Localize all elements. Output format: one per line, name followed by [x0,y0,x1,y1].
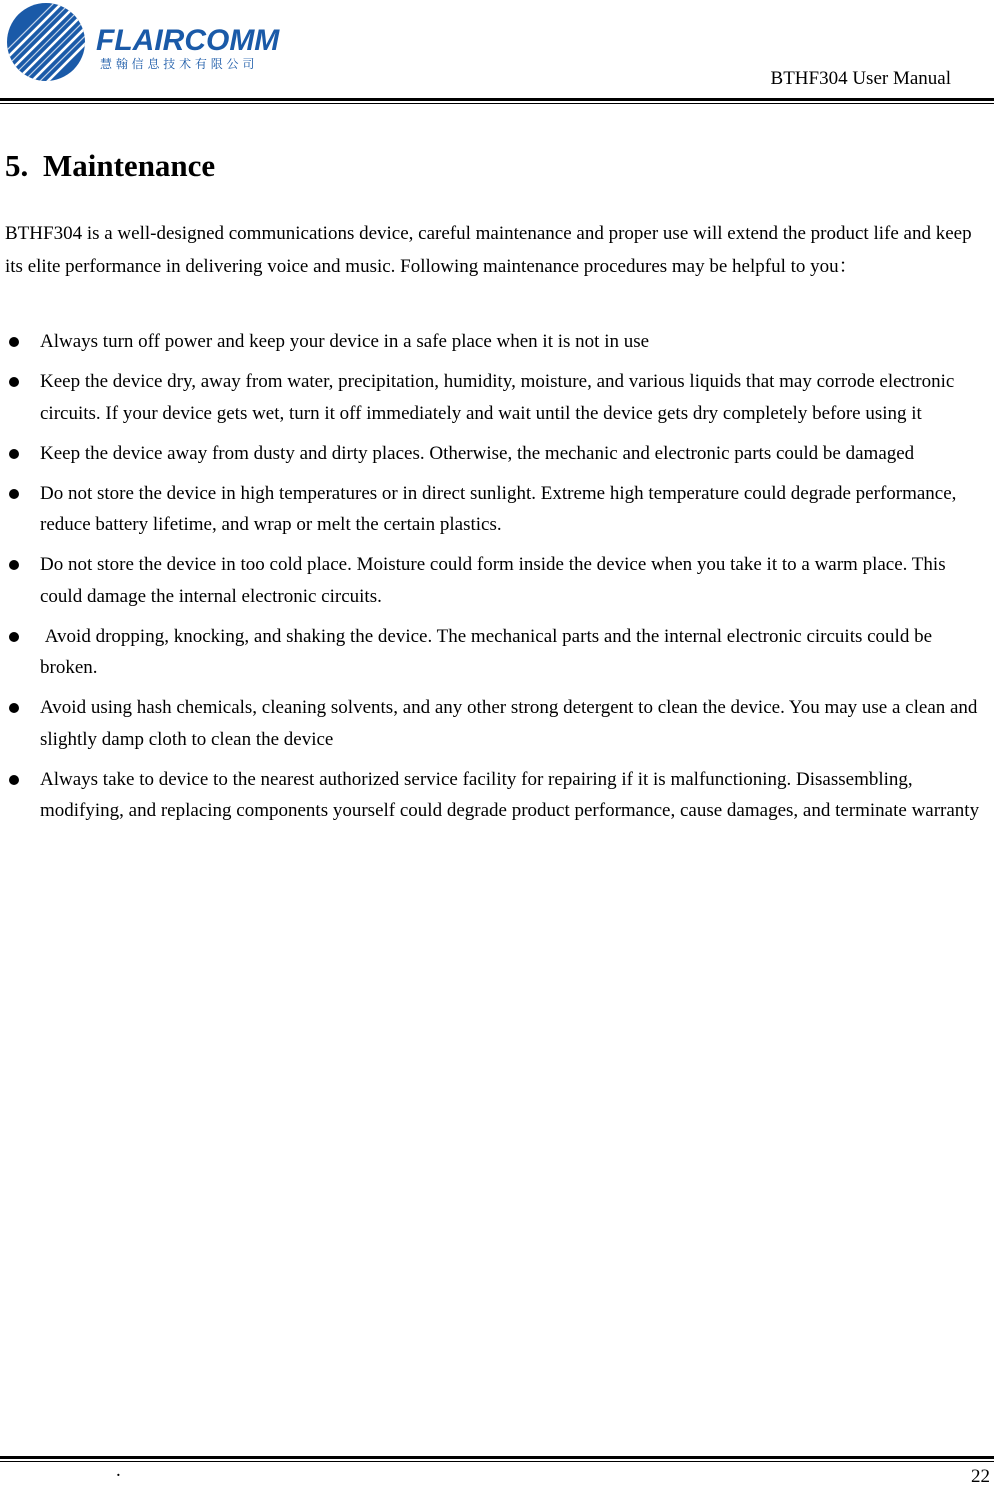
header-rule-thick [0,98,994,101]
list-item-text: Avoid using hash chemicals, cleaning solvents, and any other strong detergent to clean the device. You may use a clean and slightly damp cloth to clean the device [40,697,978,750]
list-item-text: Keep the device dry, away from water, precipitation, humidity, moisture, and various liquids that may corrode electronic circuits. If your device gets wet, turn it off immediately and wait until the device gets dry completely before using it [40,371,955,424]
document-title: BTHF304 User Manual [770,68,951,89]
list-item [0,478,994,541]
logo-subtitle: 慧 翰 信 息 技 术 有 限 公 司 [100,57,255,71]
list-item [0,366,994,429]
list-item-text: Keep the device away from dusty and dirty places. Otherwise, the mechanic and electronic parts could be damaged [40,442,915,464]
footer-mark: . [116,1460,121,1481]
list-item [0,326,994,358]
header-rule-thin [0,103,994,104]
footer-rule-thick [0,1456,994,1459]
page-number: 22 [971,1466,990,1487]
bullet-icon [9,560,19,570]
bullet-icon [9,449,19,459]
flaircomm-logo [6,2,306,82]
bullet-icon [9,775,19,785]
list-item-text: Do not store the device in too cold place. Moisture could form inside the device when you take it to a warm place. This could damage the internal electronic circuits. [40,554,946,607]
list-item [0,692,994,755]
bullet-icon [9,377,19,387]
list-item [0,438,994,470]
section-title: Maintenance [43,148,216,183]
bullet-icon [9,703,19,713]
section-heading [5,148,215,184]
page-header [0,0,994,104]
list-item-text: Always take to device to the nearest authorized service facility for repairing if it is malfunctioning. Disassembling, modifying, and replacing components yourself could degrade product performance, cause damages, and terminate warranty [40,768,980,821]
list-item-text: Avoid dropping, knocking, and shaking the device. The mechanical parts and the internal electronic circuits could be broken. [40,625,937,678]
logo-wordmark: FLAIRCOMM [96,24,280,57]
bullet-icon [9,632,19,642]
bullet-icon [9,337,19,347]
list-item-text: Do not store the device in high temperatures or in direct sunlight. Extreme high temperature could degrade performance, reduce battery lifetime, and wrap or melt the certain plastics. [40,482,957,535]
list-item [0,621,994,684]
intro-paragraph: BTHF304 is a well-designed communications device, careful maintenance and proper use will extend the product life and keep its elite performance in delivering voice and music. Following maintenance procedures may be helpful to you： [5,223,972,277]
maintenance-list [0,326,994,835]
footer-rule-thin [0,1461,994,1462]
section-number: 5. [5,148,29,183]
bullet-icon [9,489,19,499]
list-item [0,549,994,612]
list-item-text: Always turn off power and keep your device in a safe place when it is not in use [40,331,650,352]
list-item [0,764,994,827]
